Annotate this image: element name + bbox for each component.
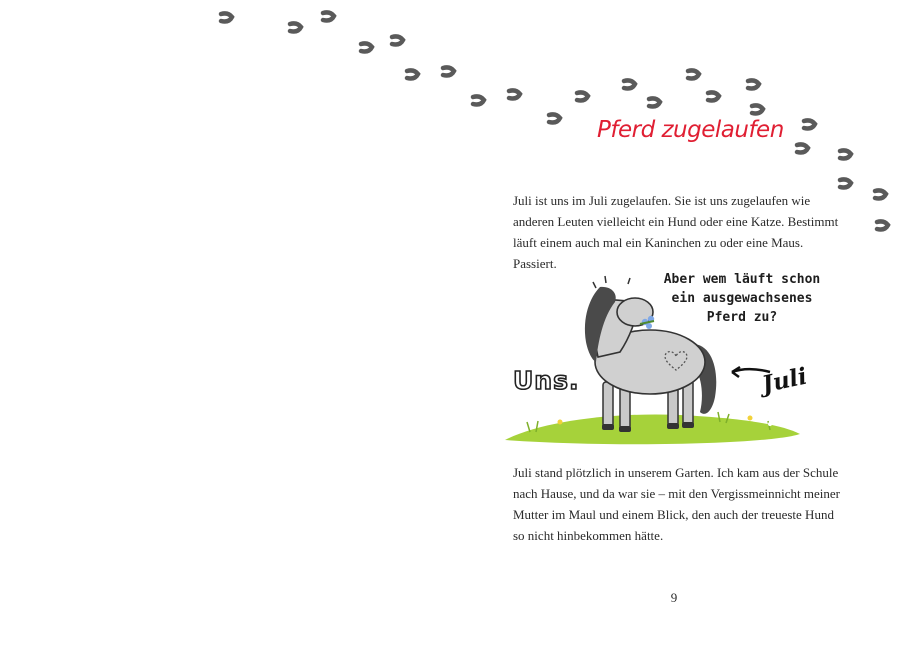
hoofprint-icon — [875, 190, 886, 198]
hoofprint-icon — [323, 12, 334, 20]
hoofprint-icon — [840, 179, 851, 187]
hoofprint-icon — [840, 150, 851, 158]
paragraph-2: Juli stand plötzlich in unserem Garten. Ich kam aus der Schule nach Hause, und da war sie – mit den Vergissmeinnicht meiner Mutter im Maul und einem Blick, den auch der treueste Hund so nicht hinbekommen hätte. — [513, 465, 840, 543]
hoofprint-icon — [392, 36, 403, 44]
hoofprint-icon — [473, 96, 484, 104]
hoofprint-icon — [688, 70, 699, 78]
hoofprint-icon — [797, 144, 808, 152]
hoofprint-icon — [509, 90, 520, 98]
hoofprint-icon — [407, 70, 418, 78]
grass-patch — [505, 414, 800, 444]
label-juli: Juli — [759, 362, 810, 399]
illustration-caption: Aber wem läuft schon ein ausgewachsenes Pferd zu? — [663, 272, 821, 325]
hoofprint-icon — [748, 80, 759, 88]
hoofprint-icon — [624, 80, 635, 88]
label-uns: Uns. — [513, 366, 580, 395]
hoofprint-icon — [443, 67, 454, 75]
hoofprint-icon — [877, 221, 888, 229]
hoofprint-icon — [290, 23, 301, 31]
hoofprint-icon — [221, 13, 232, 21]
hoofprint-icon — [649, 98, 660, 106]
hoofprint-icon — [577, 92, 588, 100]
page-number: 9 — [670, 590, 678, 605]
hoofprint-icon — [708, 92, 719, 100]
hoofprint-icon — [752, 105, 763, 113]
hoofprint-icon — [549, 114, 560, 122]
hoofprint-icon — [361, 43, 372, 51]
paragraph-1: Juli ist uns im Juli zugelaufen. Sie ist uns zugelaufen wie anderen Leuten vielleicht ein Hund oder eine Katze. Bestimmt läuft einem auch mal ein Kaninchen zu oder eine Maus. Passiert. — [513, 193, 839, 271]
hoofprint-icon — [804, 120, 815, 128]
chapter-title: Pferd zugelaufen — [597, 117, 784, 143]
